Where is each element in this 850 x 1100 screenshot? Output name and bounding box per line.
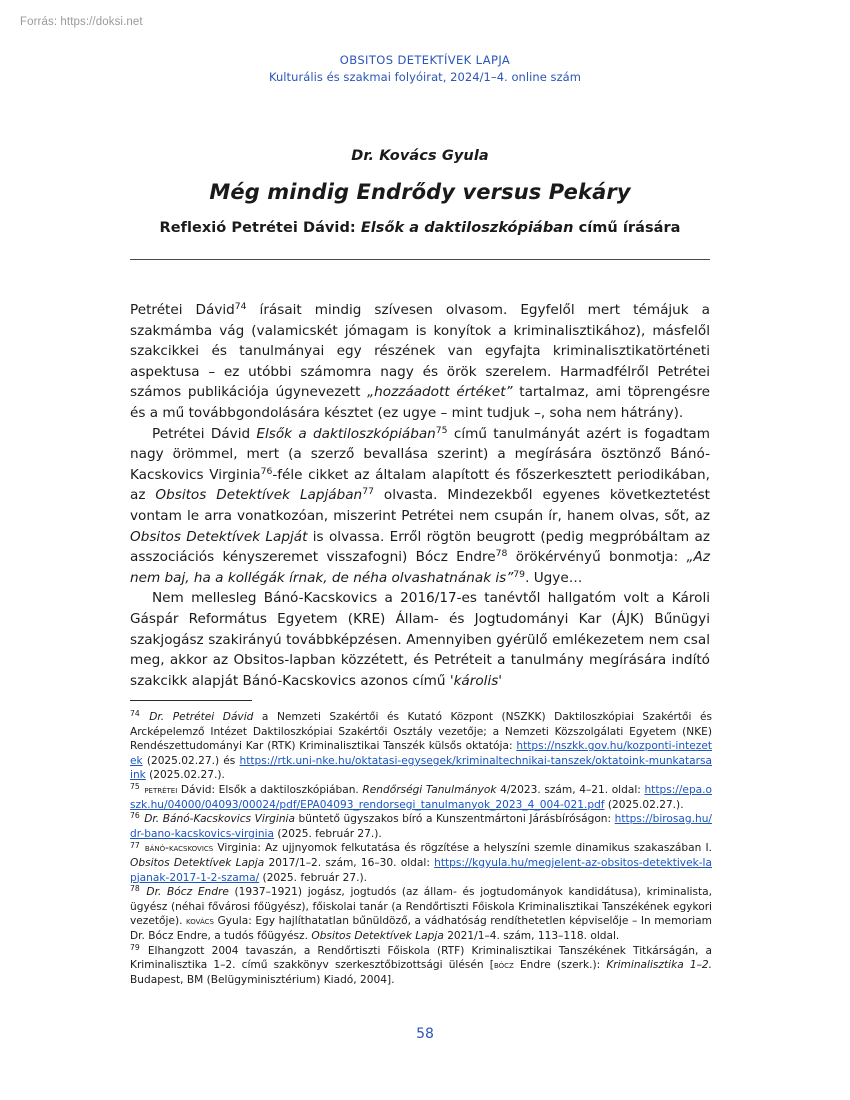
subtitle — [130, 220, 710, 236]
p1-end: tartalmaz, ami töprengésre és a mű továbbgondolására késztet (ez ugye – mint tudjuk –, soha nem hátrány). — [130, 384, 710, 421]
footnote-text: Budapest, BM (Belügyminisztérium) Kiadó, 2004]. — [130, 973, 395, 986]
title-block — [130, 148, 710, 236]
footnote-ref-75[interactable]: 75 — [435, 424, 448, 436]
subtitle-prefix: Reflexió Petrétei Dávid: — [159, 220, 361, 236]
footnote-79 — [130, 944, 712, 988]
footnote-smallcaps: bánó-kacskovics — [144, 842, 214, 855]
p2-quote: „Az nem baj, ha a kollégák írnak, de néha olvashatnának is” — [130, 549, 710, 586]
p2-e: is olvassa. Erről rögtön beugrott (pedig megpróbáltam az asszociációs kényszeremet visszafogni) Bócz Endre — [130, 528, 710, 566]
page-number: 58 — [416, 1026, 434, 1042]
footnote-text: a Nemzeti Szakértői és Kutató Központ (NSZKK) Daktiloszkópiai Szakértői és Arcképelemző Intézet Daktiloszkópiai Szakértői Osztály vezetője; a Nemzeti Közszolgálati Egyetem (NKE) Rendészettudományi Kar (RTK) Kriminalisztikai Tanszék külsős oktatója: — [130, 711, 712, 753]
footnote-link[interactable]: https://birosag.hu/dr-bano-kacskovics-virginia — [130, 813, 712, 840]
footnote-text: Endre (szerk.): — [513, 959, 607, 972]
footnote-number-76: 76 — [130, 811, 140, 821]
footnote-ref-78[interactable]: 78 — [495, 548, 508, 560]
title-divider — [130, 259, 710, 260]
p2-c: -féle cikket az általam alapított és főszerkesztett periodikában, az — [130, 466, 710, 504]
p2-d: olvasta. Mindezekből egyenes következtetést vontam le arra vonatkozóan, miszerint Petrétei nem csupán ír, hanem olvas, sőt, az — [130, 487, 710, 524]
footnote-number-77: 77 — [130, 840, 140, 850]
footnote-text: (2025. február 27.). — [259, 871, 367, 884]
footnote-74 — [130, 710, 712, 783]
running-head-journal: OBSITOS DETEKTÍVEK LAPJA — [339, 53, 511, 67]
footnote-number-78: 78 — [130, 884, 140, 894]
footnote-text: 2017/1–2. szám, 16–30. oldal: — [264, 856, 435, 869]
paragraph-3 — [130, 588, 710, 691]
footnote-italic: Kriminalisztika 1–2. — [606, 959, 713, 972]
footnote-text: 4/2023. szám, 4–21. oldal: — [496, 783, 645, 796]
footnote-text: (2025.02.27.). — [145, 769, 225, 782]
footnote-ref-79[interactable]: 79 — [513, 568, 526, 580]
running-head — [0, 52, 850, 86]
footnote-link[interactable]: https://epa.oszk.hu/04000/04093/00024/pdf/EPA04093_rendorsegi_tanulmanyok_2023_4_004-021.pdf — [130, 783, 713, 811]
footnote-text: (1937–1921) jogász, jogtudós (az állam- és jogtudományok kandidátusa), kriminalista, ügyész (néhai fővárosi főügyész), főiskolai tanár (a Rendőrtiszti Főiskola Kriminalisztikai Tanszékének egykori vezetője). — [130, 886, 712, 928]
footnote-ref-76[interactable]: 76 — [260, 465, 273, 477]
p2-f: örökérvényű bonmotja: — [507, 549, 687, 566]
footnote-smallcaps: bócz — [493, 959, 514, 972]
footnote-77 — [130, 841, 712, 885]
footnote-text: (2025. február 27.). — [273, 827, 382, 840]
p1-quote: „hozzáadott értéket” — [367, 384, 513, 401]
paragraph-2 — [130, 424, 710, 589]
footnote-italic: Dr. Petrétei Dávid — [149, 711, 254, 723]
p2-work-1: Elsők a daktiloszkópiában — [256, 425, 436, 442]
footnote-text: (2025.02.27.) és — [142, 754, 240, 767]
footnote-75 — [130, 783, 712, 812]
p2-a: Petrétei Dávid — [152, 425, 257, 442]
footnote-text: büntető ügyszakos bíró a Kunszentmártoni Járásbíróságon: — [295, 813, 615, 826]
footnote-text: Virginia: Az ujjnyomok felkutatása és rögzítése a helyszíni szemle dinamikus szakaszában I. — [213, 842, 712, 855]
running-head-issue: Kulturális és szakmai folyóirat, 2024/1–4. online szám — [268, 70, 582, 84]
paragraph-1 — [130, 300, 710, 424]
footnote-number-79: 79 — [130, 942, 140, 952]
footnote-smallcaps: kovács — [186, 915, 214, 928]
footnote-text: Elhangzott 2004 tavaszán, a Rendőrtiszti Főiskola (RTF) Kriminalisztikai Tanszékének Titkárságán, a Kriminalisztika 1–2. című szakkönyv szerkesztőbizottsági ülésén [ — [130, 944, 712, 972]
footnote-italic: Obsitos Detektívek Lapja — [311, 929, 444, 942]
source-watermark: Forrás: https://doksi.net — [20, 16, 143, 28]
page-title: Még mindig Endrődy versus Pekáry — [209, 180, 631, 204]
footnote-76 — [130, 812, 712, 841]
footnote-link[interactable]: https://kgyula.hu/megjelent-az-obsitos-detektivek-lapjanak-2017-1-2-szama/ — [130, 856, 712, 884]
footnote-ref-74[interactable]: 74 — [234, 301, 247, 313]
p2-work-3: Obsitos Detektívek Lapját — [130, 528, 308, 545]
body-text — [130, 300, 710, 691]
author-name: Dr. Kovács Gyula — [351, 148, 489, 164]
footnote-italic: Dr. Bánó-Kacskovics Virginia — [144, 813, 295, 826]
footnote-separator — [130, 700, 252, 701]
footnote-text: (2025.02.27.). — [604, 798, 684, 811]
footnote-link[interactable]: https://nszkk.gov.hu/kozponti-intezetek — [130, 740, 712, 767]
footnote-italic: Dr. Bócz Endre — [146, 886, 229, 899]
footnote-smallcaps: petrétei — [144, 783, 178, 796]
footnote-78 — [130, 885, 712, 943]
p3-italic: 'károlis' — [449, 672, 503, 689]
footnote-number-75: 75 — [130, 782, 140, 792]
p1-opening: Petrétei Dávid — [130, 302, 235, 318]
subtitle-work-title: Elsők a daktiloszkópiában — [360, 220, 574, 236]
footnote-italic: Obsitos Detektívek Lapja — [130, 856, 265, 869]
footnote-italic: Rendőrségi Tanulmányok — [362, 783, 497, 796]
footnote-number-74: 74 — [130, 709, 140, 719]
subtitle-suffix: című írására — [573, 220, 681, 236]
p2-g: . Ugye… — [525, 569, 583, 586]
footnote-text: 2021/1–4. szám, 113–118. oldal. — [443, 929, 620, 942]
footnote-text: Gyula: Egy hajlíthatatlan bűnüldöző, a vádhatóság rendíthetetlen képviselője – In memoriam Dr. Bócz Endre, a tudós főügyész. — [130, 915, 712, 942]
footnote-link[interactable]: https://rtk.uni-nke.hu/oktatasi-egysegek/kriminaltechnikai-tanszek/oktatoink-munkatarsaink — [130, 754, 712, 782]
p1-middle: írásait mindig szívesen olvasom. Egyfelől mert témájuk a szakmámba vág (valamicskét jómagam is konyítok a kriminalisztikához), másfelől szakcikkei és tanulmányai egy részének van egyfajta kriminalisztikatörténeti aspektusa – ez utóbbi számomra nagy és örök szerelem. Harmadfélről Petrétei számos publikációja úgynevezett — [130, 302, 710, 401]
footnote-list — [130, 710, 712, 987]
p2-b: című tanulmányát azért is fogadtam nagy örömmel, mert (a szerző bevallása szerint) a megírására ösztönző Bánó-Kacskovics Virginia — [130, 425, 711, 483]
p3-a: Nem mellesleg Bánó-Kacskovics a 2016/17-es tanévtől hallgatóm volt a Károli Gáspár Református Egyetem (KRE) Állam- és Jogtudományi Kar (ÁJK) Bűnügyi szakjogász szakirányú továbbképzésen. Amennyiben gyérülő emlékezetem nem csal meg, akkor az Obsitos-lapban közzétett, és Petréteit a tanulmány megírására indító szakcikk alapját Bánó-Kacskovics azonos című — [130, 590, 710, 689]
footnote-text: Dávid: Elsők a daktiloszkópiában. — [177, 783, 363, 796]
p2-work-2: Obsitos Detektívek Lapjában — [155, 487, 363, 504]
footnote-ref-77[interactable]: 77 — [362, 486, 374, 498]
